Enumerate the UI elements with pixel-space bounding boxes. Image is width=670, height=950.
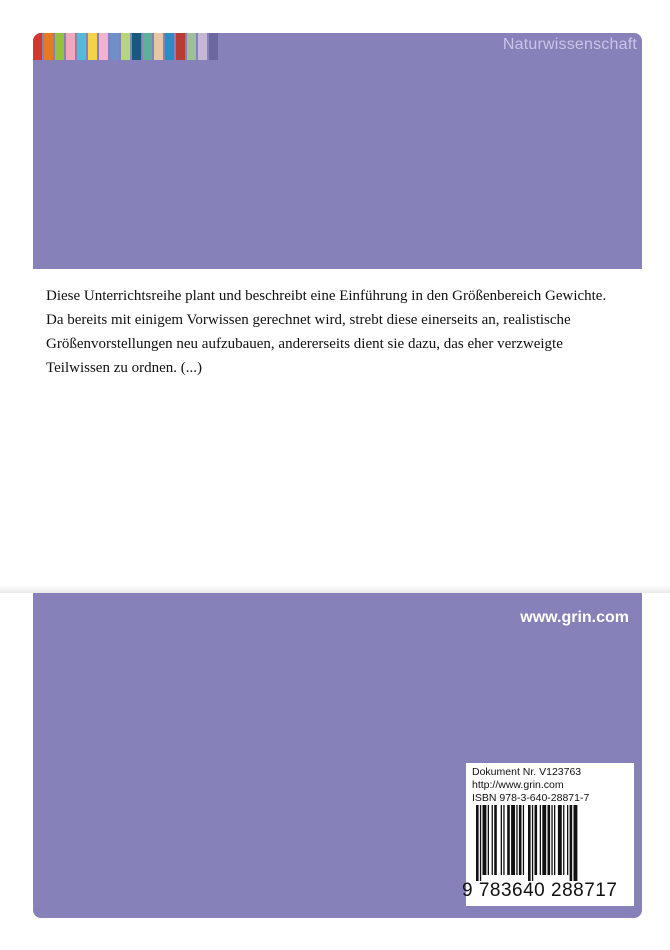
barcode-bar: [523, 805, 524, 875]
color-swatch: [209, 33, 218, 60]
barcode-bar: [528, 805, 531, 881]
color-swatch: [187, 33, 196, 60]
color-swatch: [77, 33, 86, 60]
barcode-bar: [492, 805, 493, 875]
barcode-bar: [507, 805, 510, 875]
color-swatch: [154, 33, 163, 60]
barcode-bar: [511, 805, 515, 875]
color-swatch: [66, 33, 75, 60]
barcode-bar: [488, 805, 489, 875]
barcode: [476, 805, 626, 881]
color-swatch: [176, 33, 185, 60]
category-label: Naturwissenschaft: [502, 36, 637, 53]
color-swatch: [44, 33, 53, 60]
barcode-bar: [548, 805, 551, 875]
description-text: Diese Unterrichtsreihe plant und beschreibt eine Einführung in den Größenbereich Gewichte. Da bereits mit einigem Vorwissen gerechnet wird, strebt diese einerseits an, realistische Größenvorstellungen neu aufzubauen, andererseits dient sie dazu, das eher verzweigte Teilwissen zu ordnen. (...): [46, 288, 607, 376]
document-number: Dokument Nr. V123763: [472, 766, 582, 778]
barcode-bar: [554, 805, 555, 875]
barcode-bar: [494, 805, 497, 875]
barcode-bar: [567, 805, 568, 875]
color-strip: [33, 33, 220, 60]
barcode-bar: [476, 805, 479, 881]
publisher-url[interactable]: www.grin.com: [520, 609, 629, 626]
barcode-bar: [574, 805, 578, 881]
barcode-bar: [532, 805, 533, 881]
document-info: [472, 766, 589, 805]
barcode-bar: [483, 805, 487, 875]
barcode-bar: [519, 805, 522, 875]
color-swatch: [110, 33, 119, 60]
barcode-bar: [516, 805, 517, 875]
color-swatch: [99, 33, 108, 60]
barcode-bar: [501, 805, 502, 875]
barcode-bar: [563, 805, 564, 875]
barcode-bar: [542, 805, 546, 875]
info-url[interactable]: http://www.grin.com: [472, 779, 564, 791]
barcode-bar: [551, 805, 552, 875]
color-swatch: [88, 33, 97, 60]
color-swatch: [33, 33, 42, 60]
barcode-bar: [570, 805, 573, 881]
barcode-bar: [503, 805, 504, 875]
color-swatch: [165, 33, 174, 60]
barcode-bar: [540, 805, 541, 875]
page-fold-shadow: [0, 585, 670, 593]
barcode-bar: [480, 805, 481, 881]
color-swatch: [143, 33, 152, 60]
isbn: ISBN 978-3-640-28871-7: [472, 792, 590, 804]
color-swatch: [132, 33, 141, 60]
top-panel: [33, 33, 642, 269]
barcode-bar: [535, 805, 538, 875]
color-swatch: [198, 33, 207, 60]
color-swatch: [121, 33, 130, 60]
barcode-digits: 9 783640 288717: [462, 880, 618, 901]
color-swatch: [55, 33, 64, 60]
barcode-bar: [558, 805, 562, 875]
